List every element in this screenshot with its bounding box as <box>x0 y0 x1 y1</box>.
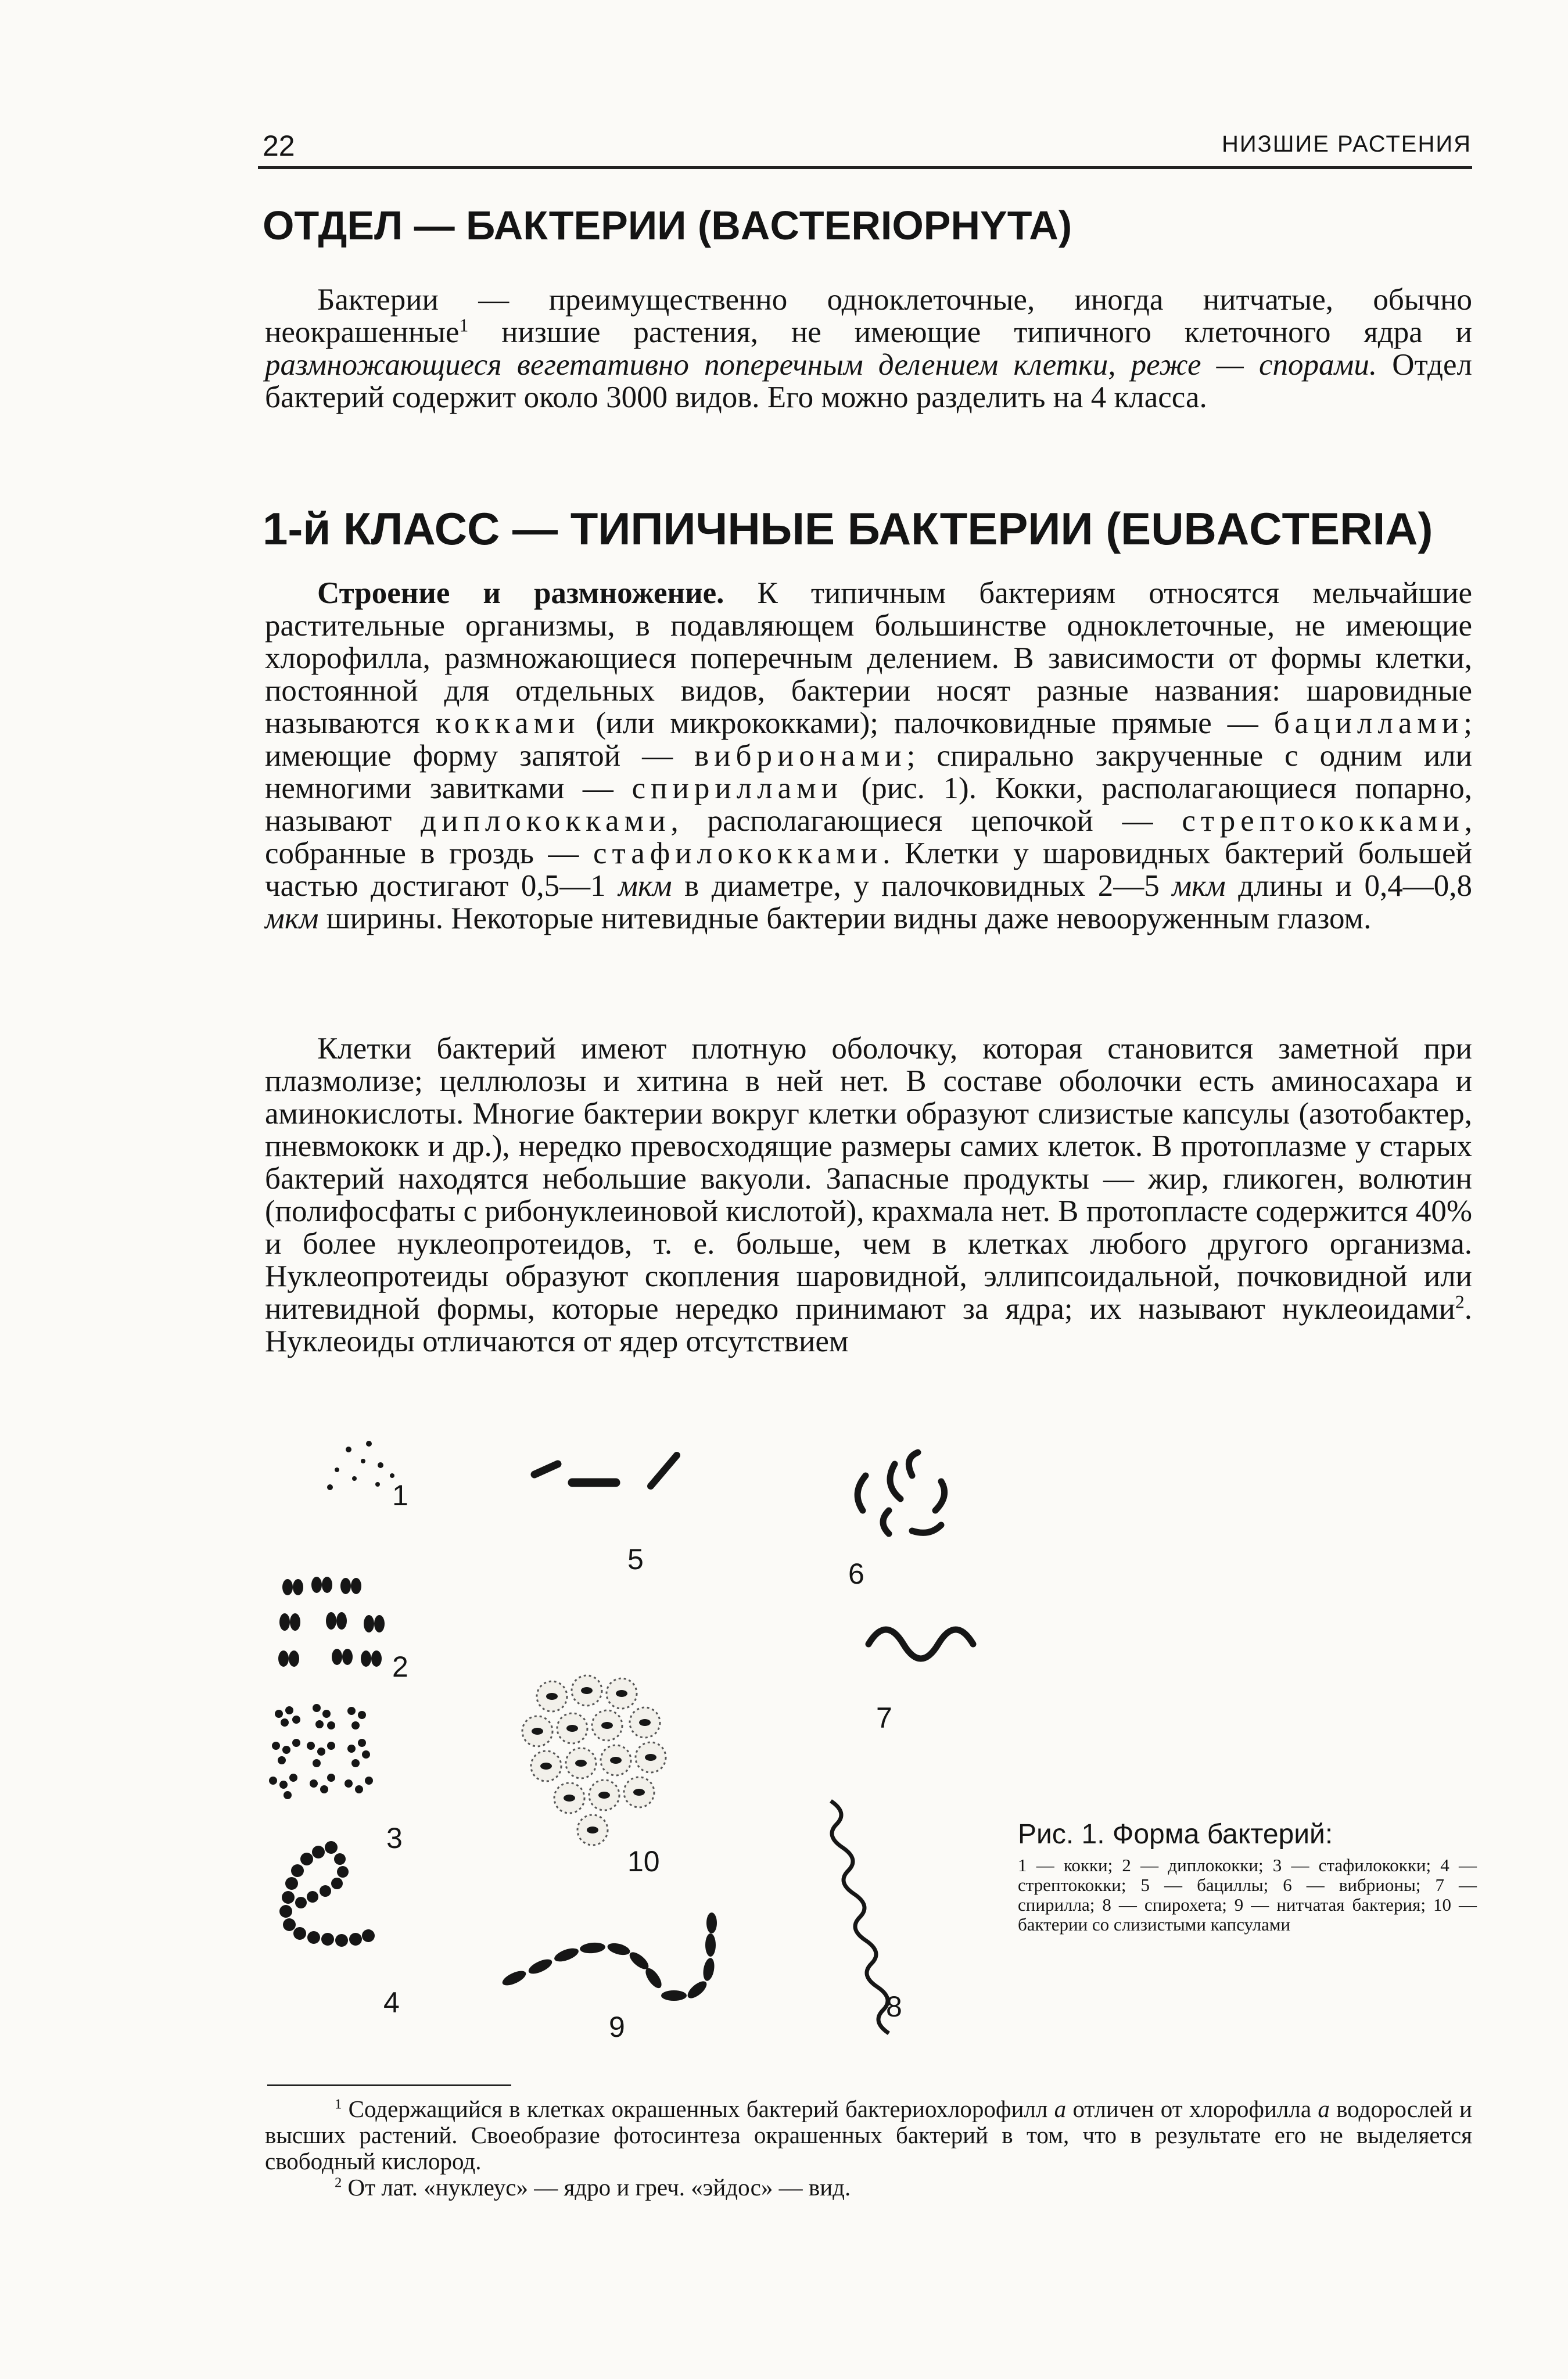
fig-label-4: 4 <box>383 1986 400 2019</box>
footnotes <box>265 2096 1472 2201</box>
fig-label-5: 5 <box>627 1543 644 1576</box>
staphylococci-drawing <box>269 1704 373 1799</box>
term-streptococci: стрептококками <box>1182 804 1465 838</box>
streptococci-drawing <box>279 1841 375 1947</box>
fig-label-1: 1 <box>392 1479 408 1512</box>
structure-paragraph: Строение и размножение. К типичным бактериям относятся мельчайшие растительные организмы, в подавляющем большинстве одноклеточные, не имеющие хлорофилла, размножающиеся поперечным делением. В зависимости от формы клетки, постоянной для отдельных видов, бактерии носят разные названия: шаровидные называются кокками (или микрококками); палочковидные прямые — бациллами; имеющие форму запятой — вибрионами; спирально закрученные с одним или немногими завитками — спириллами (рис. 1). Кокки, располагающиеся попарно, называют диплококками, располагающиеся цепочкой — стрептококками, собранные в гроздь — стафилококками. Клетки у шаровидных бактерий большей частью достигают 0,5—1 мкм в диаметре, у палочковидных 2—5 мкм длины и 0,4—0,8 мкм ширины. Некоторые нитевидные бактерии видны даже невооруженным глазом. <box>265 576 1473 935</box>
fig-label-10: 10 <box>627 1845 660 1878</box>
term-staphylococci: стафилококками <box>593 837 883 870</box>
fig-label-6: 6 <box>848 1558 864 1590</box>
cocci-drawing <box>327 1441 394 1490</box>
footnote-ref-2[interactable]: 2 <box>1455 1291 1465 1312</box>
class-title: 1-й КЛАСС — ТИПИЧНЫЕ БАКТЕРИИ (EUBACTERIA) <box>263 503 1433 554</box>
fig-label-7: 7 <box>876 1702 892 1734</box>
fig-label-2: 2 <box>392 1650 408 1683</box>
fig-label-3: 3 <box>386 1822 403 1854</box>
caption-title: Рис. 1. Форма бактерий: <box>1018 1819 1333 1850</box>
filamentous-drawing <box>500 1912 717 2001</box>
spirillum-drawing <box>869 1630 973 1659</box>
running-header: НИЗШИЕ РАСТЕНИЯ <box>1222 131 1472 157</box>
bacilli-drawing <box>534 1455 677 1486</box>
header-rule <box>258 166 1472 169</box>
bacteria-figure <box>244 1429 1522 2043</box>
term-cocci: кокками <box>435 706 580 740</box>
caption-body: 1 — кокки; 2 — диплококки; 3 — стафилококки; 4 — стрептококки; 5 — бациллы; 6 — вибрионы; 7 — спирилла; 8 — спирохета; 9 — нитчатая бактерия; 10 — бактерии со слизистыми капсулами <box>1018 1855 1477 1935</box>
term-bacilli: бациллами <box>1273 706 1464 740</box>
vibrios-drawing <box>857 1452 945 1534</box>
capsule-bacteria-drawing <box>522 1675 666 1845</box>
intro-paragraph: Бактерии — преимущественно одноклеточные, иногда нитчатые, обычно неокрашенные$^1$ низшие растения, не имеющие типичного клеточного ядра и размножающиеся вегетативно поперечным делением клетки, реже — спорами. Отдел бактерий содержит около 3000 видов. Его можно разделить на 4 класса. <box>265 283 1472 414</box>
diplococci-drawing <box>278 1577 385 1667</box>
figure-caption <box>1018 1817 1477 1935</box>
division-title: ОТДЕЛ — БАКТЕРИИ (BACTERIOPHYTA) <box>263 203 1072 248</box>
footnote-rule <box>267 2084 511 2086</box>
page-number: 22 <box>263 130 295 162</box>
fig-label-8: 8 <box>886 1990 902 2023</box>
term-diplococci: диплококками <box>421 804 671 838</box>
term-spirilla: спириллами <box>631 772 844 805</box>
fig-label-9: 9 <box>609 2011 625 2043</box>
runin-heading: Строение и размножение. <box>317 576 724 610</box>
spirochete-drawing <box>831 1801 889 2033</box>
footnote-ref-1[interactable]: 1 <box>459 315 469 336</box>
footnote-2: $^2$ От лат. «нуклеус» — ядро и греч. «эйдос» — вид. <box>335 2174 851 2201</box>
cells-paragraph: Клетки бактерий имеют плотную оболочку, которая становится заметной при плазмолизе; целлюлозы и хитина в ней нет. В составе оболочки есть аминосахара и аминокислоты. Многие бактерии вокруг клетки образуют слизистые капсулы (азотобактер, пневмококк и др.), нередко превосходящие размеры самих клеток. В протоплазме у старых бактерий находятся небольшие вакуоли. Запасные продукты — жир, гликоген, волютин (полифосфаты с рибонуклеиновой кислотой), крахмала нет. В протопласте содержится 40% и более нуклеопротеидов, т. е. больше, чем в клетках любого другого организма. Нуклеопротеиды образуют скопления шаровидной, эллипсоидальной, почковидной или нитевидной формы, которые нередко принимают за ядра; их называют нуклеоидами$^2$. Нуклеоиды отличаются от ядер отсутствием <box>265 1032 1472 1358</box>
footnote-1: $^1$ Содержащийся в клетках окрашенных бактерий бактериохлорофилл a отличен от хлорофилла a водорослей и высших растений. Своеобразие фотосинтеза окрашенных бактерий в том, что в результате его не выделяется свободный кислород. <box>265 2095 1472 2175</box>
term-vibrios: вибрионами <box>694 739 907 773</box>
